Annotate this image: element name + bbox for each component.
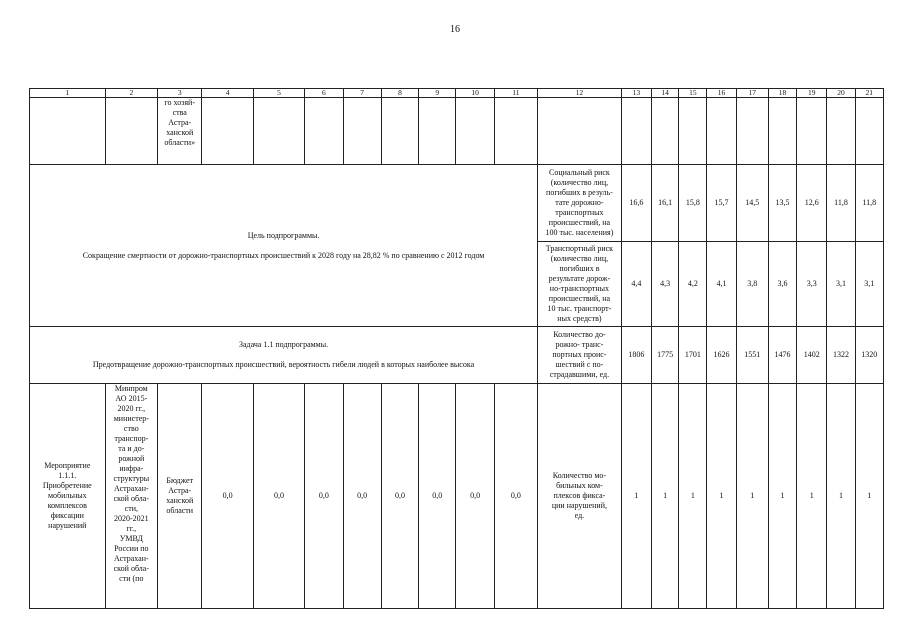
header-cell: 16 <box>707 89 736 98</box>
value-cell: 3,1 <box>827 242 855 327</box>
cell-empty <box>679 98 707 165</box>
value-cell: 1 <box>797 384 827 609</box>
cell-empty <box>651 98 678 165</box>
header-cell: 1 <box>30 89 106 98</box>
value-cell: 4,4 <box>621 242 651 327</box>
value-cell: 1551 <box>736 327 768 384</box>
funding-cell: 0,0 <box>494 384 537 609</box>
cell-empty <box>707 98 736 165</box>
value-cell: 15,7 <box>707 165 736 242</box>
goal-row-social-risk <box>30 165 884 242</box>
measure-funding-source: Бюджет Астра- ханской области <box>158 384 202 609</box>
header-cell: 9 <box>419 89 456 98</box>
measure-row <box>30 384 884 609</box>
task-title: Задача 1.1 подпрограммы. <box>238 340 329 349</box>
header-cell: 10 <box>456 89 494 98</box>
value-cell: 4,2 <box>679 242 707 327</box>
cell-empty <box>381 98 418 165</box>
value-cell: 15,8 <box>679 165 707 242</box>
value-cell: 4,1 <box>707 242 736 327</box>
value-cell: 1 <box>679 384 707 609</box>
value-cell: 14,5 <box>736 165 768 242</box>
indicator-transport-risk: Транспортный риск (количество лиц, погибших в результате дорож- но-транспортных происшествий, на 10 тыс. транспорт- ных средств) <box>538 242 622 327</box>
funding-cell: 0,0 <box>202 384 253 609</box>
funding-cell: 0,0 <box>343 384 381 609</box>
cell-empty <box>253 98 304 165</box>
task-row <box>30 327 884 384</box>
header-cell: 21 <box>855 89 883 98</box>
continuation-row <box>30 98 884 165</box>
header-cell: 2 <box>105 89 157 98</box>
indicator-mobile-complexes: Количество мо- бильных ком- плексов фикса- ции нарушений, ед. <box>538 384 622 609</box>
goal-title: Цель подпрограммы. <box>247 230 320 240</box>
value-cell: 4,3 <box>651 242 678 327</box>
task-cell <box>30 327 538 384</box>
header-cell: 12 <box>538 89 622 98</box>
value-cell: 3,6 <box>768 242 796 327</box>
value-cell: 1626 <box>707 327 736 384</box>
header-cell: 3 <box>158 89 202 98</box>
goal-cell <box>30 165 538 327</box>
value-cell: 1476 <box>768 327 796 384</box>
value-cell: 1775 <box>651 327 678 384</box>
header-cell: 8 <box>381 89 418 98</box>
funding-cell: 0,0 <box>305 384 343 609</box>
cell-empty <box>855 98 883 165</box>
value-cell: 11,8 <box>827 165 855 242</box>
cell-empty <box>456 98 494 165</box>
cell-empty <box>305 98 343 165</box>
cell-empty <box>419 98 456 165</box>
cell-empty <box>736 98 768 165</box>
funding-cell: 0,0 <box>419 384 456 609</box>
header-cell: 13 <box>621 89 651 98</box>
value-cell: 1806 <box>621 327 651 384</box>
header-row <box>30 89 884 98</box>
value-cell: 1 <box>736 384 768 609</box>
value-cell: 1 <box>827 384 855 609</box>
header-cell: 4 <box>202 89 253 98</box>
cell-empty <box>343 98 381 165</box>
measure-executor: Минпром АО 2015- 2020 гг., министер- ство транспор- та и до- рожной инфра- структуры Астрахан- ской обла- сти, 2020-2021 гг., УМВД России по Астрахан- ской обла- сти (по <box>105 384 157 609</box>
header-cell: 17 <box>736 89 768 98</box>
value-cell: 1322 <box>827 327 855 384</box>
header-cell: 7 <box>343 89 381 98</box>
value-cell: 12,6 <box>797 165 827 242</box>
header-cell: 5 <box>253 89 304 98</box>
measure-name: Мероприятие 1.1.1. Приобретение мобильных комплексов фиксации нарушений <box>30 384 106 609</box>
task-text: Предотвращение дорожно-транспортных происшествий, вероятность гибели людей в которых наиболее высока <box>92 360 475 369</box>
program-table <box>29 88 884 609</box>
value-cell: 16,1 <box>651 165 678 242</box>
value-cell: 1701 <box>679 327 707 384</box>
value-cell: 11,8 <box>855 165 883 242</box>
cell-empty <box>494 98 537 165</box>
funding-cell: 0,0 <box>381 384 418 609</box>
value-cell: 1 <box>768 384 796 609</box>
cell-empty <box>105 98 157 165</box>
cell-empty <box>538 98 622 165</box>
cell-empty <box>797 98 827 165</box>
value-cell: 1402 <box>797 327 827 384</box>
cell-empty <box>827 98 855 165</box>
indicator-social-risk: Социальный риск (количество лиц, погибших в резуль- тате дорожно- транспортных происшествий, на 100 тыс. населения) <box>538 165 622 242</box>
funding-cell: 0,0 <box>456 384 494 609</box>
header-cell: 19 <box>797 89 827 98</box>
header-cell: 14 <box>651 89 678 98</box>
cell-empty <box>621 98 651 165</box>
value-cell: 1320 <box>855 327 883 384</box>
header-cell: 15 <box>679 89 707 98</box>
cell-empty <box>768 98 796 165</box>
header-cell: 6 <box>305 89 343 98</box>
value-cell: 1 <box>707 384 736 609</box>
value-cell: 1 <box>855 384 883 609</box>
value-cell: 1 <box>651 384 678 609</box>
value-cell: 13,5 <box>768 165 796 242</box>
value-cell: 1 <box>621 384 651 609</box>
cell-empty <box>202 98 253 165</box>
value-cell: 3,8 <box>736 242 768 327</box>
header-cell: 11 <box>494 89 537 98</box>
value-cell: 3,3 <box>797 242 827 327</box>
goal-text: Сокращение смертности от дорожно-транспортных происшествий к 2028 году на 28,82 % по сравнению с 2012 годом <box>82 250 485 260</box>
header-cell: 20 <box>827 89 855 98</box>
indicator-accidents: Количество до- рожно- транс- портных проис- шествий с по- страдавшими, ед. <box>538 327 622 384</box>
value-cell: 3,1 <box>855 242 883 327</box>
executor-continuation: го хозяй- ства Астра- ханской области» <box>158 98 202 165</box>
funding-cell: 0,0 <box>253 384 304 609</box>
value-cell: 16,6 <box>621 165 651 242</box>
header-cell: 18 <box>768 89 796 98</box>
page-number: 16 <box>450 24 460 35</box>
cell-empty <box>30 98 106 165</box>
